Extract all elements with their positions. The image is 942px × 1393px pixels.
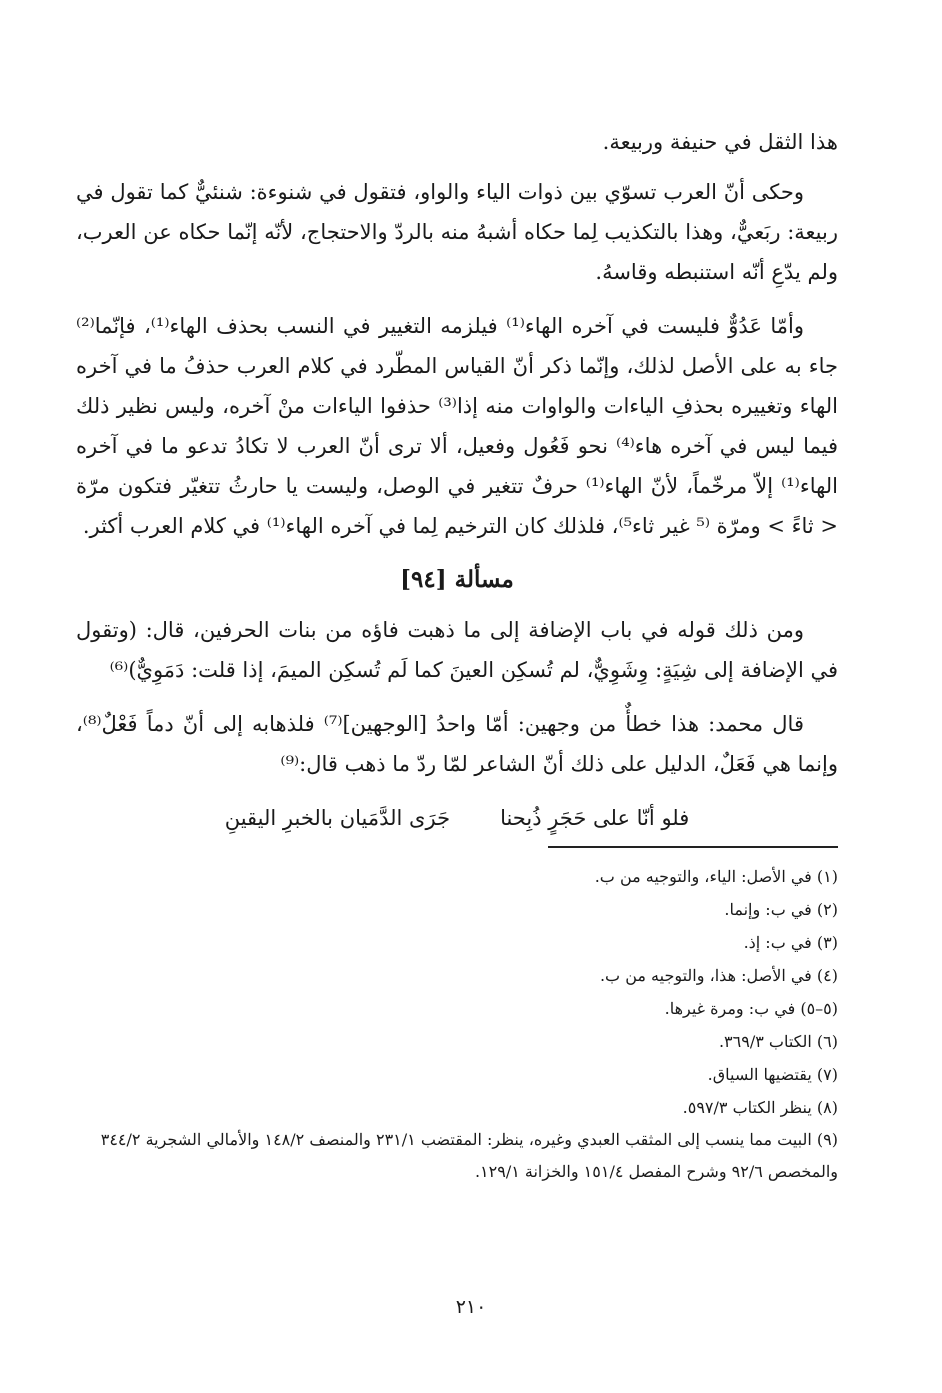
verse-second-hemistich: جَرَى الدَّمَيان بالخبرِ اليقينِ [224, 806, 451, 830]
footnote-3: (٣) في ب: إذ. [743, 933, 838, 952]
footnote-6: (٦) الكتاب ٣٦٩/٣. [718, 1032, 838, 1051]
footnote-divider [548, 846, 838, 848]
footnote-7: (٧) يقتضيها السياق. [707, 1065, 838, 1084]
poetry-verse [76, 798, 838, 838]
paragraph-2: وحكى أنّ العرب تسوّي بين ذوات الياء والواو، فتقول في شنوءة: شنئيٌّ كما تقول في ربيعة: ربَعيٌّ، وهذا بالتكذيب لِما حكاه أشبهُ منه بالردّ والاحتجاج، لأنّه إنّما حكاه عن العرب، ولم يدّعِ أنّه استنبطه وقاسهُ. [76, 180, 838, 284]
footnote-1: (١) في الأصل: الياء، والتوجيه من ب. [594, 867, 838, 886]
footnote-9: (٩) البيت مما ينسب إلى المثقب العبدي وغيره، ينظر: المقتضب ٢٣١/١ والمنصف ١٤٨/٢ والأمالي الشجرية ٣٤٤/٢ والمخصص ٩٢/٦ وشرح المفصل ١٥١/٤ والخزانة ١٢٩/١. [100, 1130, 838, 1181]
footnote-5: (٥–٥) في ب: ومرة غيرها. [664, 999, 838, 1018]
paragraph-4: ومن ذلك قوله في باب الإضافة إلى ما ذهبت فاؤه من بنات الحرفين، قال: (وتقول في الإضافة إلى شِيَةٍ: وِشَوِيٌّ، لم تُسكِن العينَ كما لَم تُسكِن الميمَ، إذا قلت: دَمَوِيٌّ)⁽⁶⁾ [76, 618, 838, 682]
paragraph-5: قال محمد: هذا خطأٌ من وجهين: أمّا واحدُ [الوجهين]⁽⁷⁾ فلذهابه إلى أنّ دماً فَعْلٌ⁽⁸⁾، وإنما هي فَعَلٌ، الدليل على ذلك أنّ الشاعر لمّا ردّ ما ذهب قال:⁽⁹⁾ [76, 712, 838, 776]
footnote-8: (٨) ينظر الكتاب ٥٩٧/٣. [682, 1098, 838, 1117]
page-number: ٢١٠ [455, 1296, 487, 1318]
footnotes [76, 860, 838, 1188]
verse-first-hemistich: فلو أنّا على حَجَرٍ ذُبِحنا [500, 806, 690, 830]
footnote-2: (٢) في ب: وإنما. [724, 900, 838, 919]
section-heading: مسألة [٩٤] [400, 566, 514, 593]
paragraph-3: وأمّا عَدُوٌّ فليست في آخره الهاء⁽¹⁾ فيلزمه التغيير في النسب بحذف الهاء⁽¹⁾، فإنّما⁽²⁾ جاء به على الأصل لذلك، وإنّما ذكر أنّ القياس المطّرد في كلام العرب حذفُ ما في آخره الهاء وتغييره بحذفِ الياءات والواوات منه إذا⁽³⁾ حذفوا الياءات منْ آخره، وليس نظير ذلك فيما ليس في آخره هاء⁽⁴⁾ نحو فَعُول وفعيل، ألا ترى أنّ العرب لا تكادُ تدعو ما في آخره الهاء⁽¹⁾ إلاّ مرخّماً، لأنّ الهاء⁽¹⁾ حرفٌ تتغير في الوصل، وليست يا حارثُ تتغيّر فتكون مرّة < ثاءً > ومرّة ⁽⁵ غير ثاء⁵⁾، فلذلك كان الترخيم لِما في آخره الهاء⁽¹⁾ في كلام العرب أكثر. [76, 314, 839, 538]
paragraph-1: هذا الثقل في حنيفة وربيعة. [602, 130, 838, 154]
page-body [76, 122, 838, 1188]
footnote-4: (٤) في الأصل: هذا، والتوجيه من ب. [599, 966, 838, 985]
